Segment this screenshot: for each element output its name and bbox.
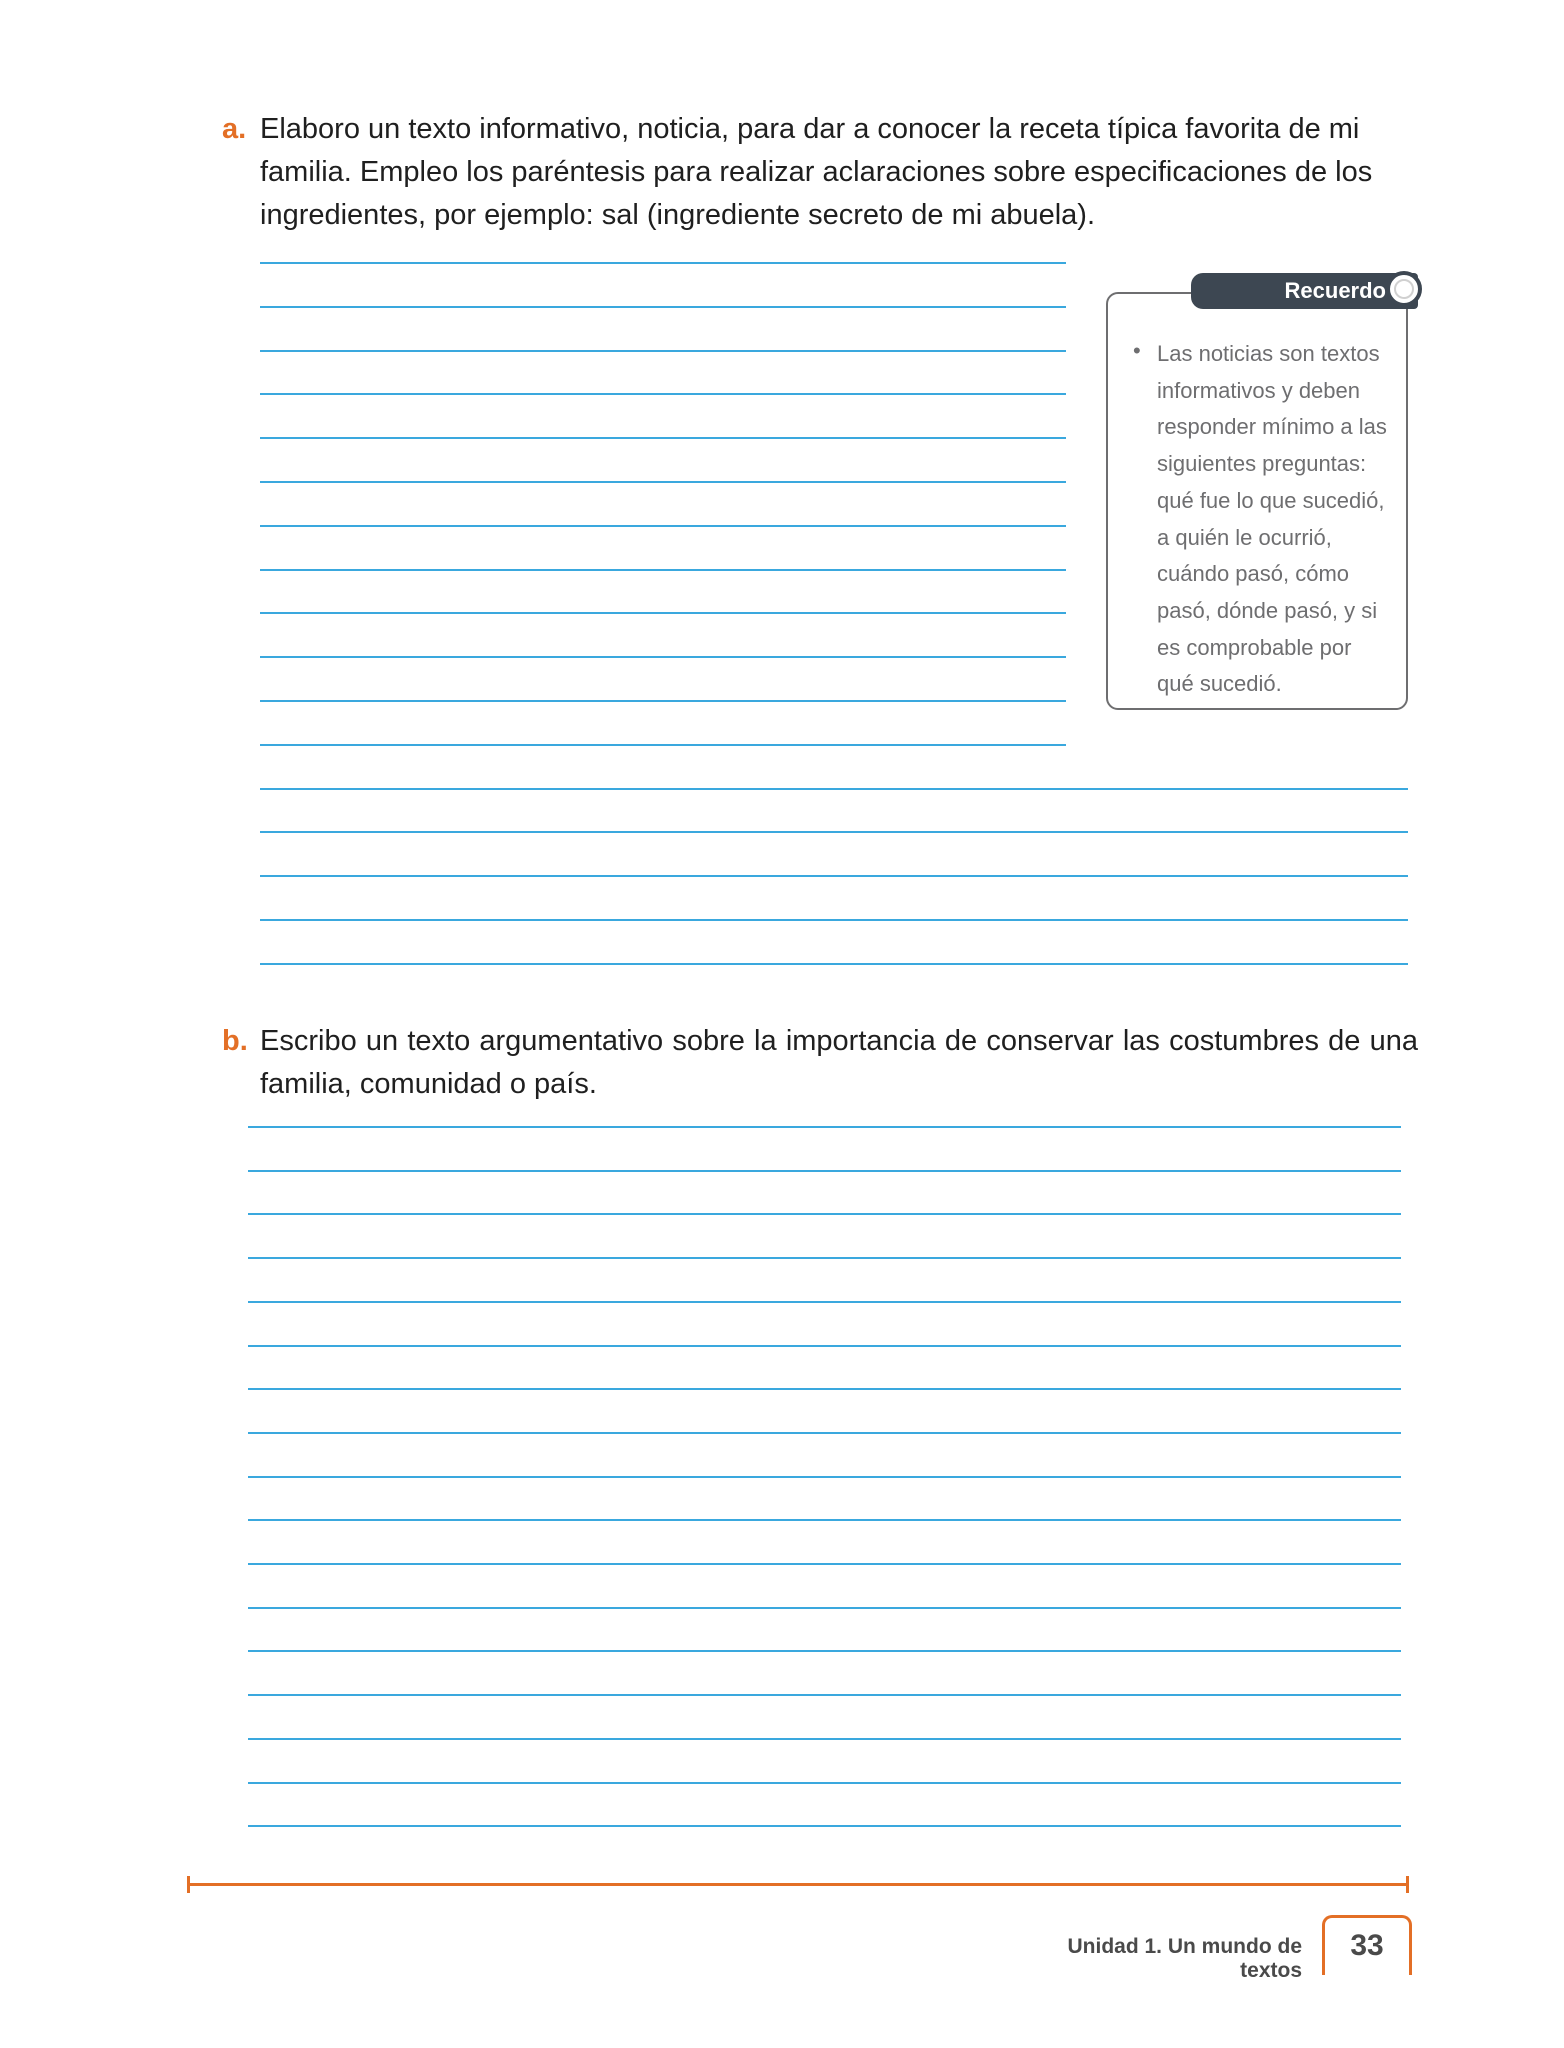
writing-line xyxy=(248,1650,1401,1652)
writing-line xyxy=(260,525,1066,527)
question-a-letter: a. xyxy=(222,113,247,145)
writing-line xyxy=(248,1563,1401,1565)
ring-icon xyxy=(1386,271,1422,307)
writing-line xyxy=(260,612,1066,614)
writing-line xyxy=(260,875,1408,877)
writing-line xyxy=(248,1432,1401,1434)
writing-line xyxy=(260,569,1066,571)
question-b-text: Escribo un texto argumentativo sobre la importancia de conservar las costumbres de una familia, comunidad o país. xyxy=(260,1025,1418,1100)
writing-line xyxy=(260,481,1066,483)
question-b-letter: b. xyxy=(222,1025,248,1057)
writing-line xyxy=(248,1257,1401,1259)
writing-line xyxy=(248,1694,1401,1696)
writing-line xyxy=(260,744,1066,746)
writing-line xyxy=(260,306,1066,308)
bullet-icon: • xyxy=(1133,338,1141,363)
writing-line xyxy=(260,788,1408,790)
writing-line xyxy=(260,656,1066,658)
footer-rule-right-tick xyxy=(1406,1876,1409,1893)
footer-rule-left-tick xyxy=(187,1876,190,1893)
question-a-text: Elaboro un texto informativo, noticia, para dar a conocer la receta típica favorita de mi familia. Empleo los paréntesis para realizar aclaraciones sobre especificaciones de los ingredientes, por ejemplo: sal (ingrediente secreto de mi abuela). xyxy=(260,113,1373,231)
writing-line xyxy=(260,700,1066,702)
question-b xyxy=(222,1020,1418,1106)
recuerdo-title: Recuerdo xyxy=(1191,273,1418,309)
unit-label: Unidad 1. Un mundo de textos xyxy=(1067,1935,1302,1982)
writing-line xyxy=(248,1388,1401,1390)
writing-line xyxy=(248,1476,1401,1478)
writing-line xyxy=(260,437,1066,439)
writing-line xyxy=(248,1782,1401,1784)
writing-line xyxy=(248,1738,1401,1740)
writing-line xyxy=(260,350,1066,352)
writing-line xyxy=(260,262,1066,264)
recuerdo-text: Las noticias son textos informativos y deben responder mínimo a las siguientes preguntas: qué fue lo que sucedió, a quién le ocurrió, cuándo pasó, cómo pasó, dónde pasó, y si es comprobable por qué sucedió. xyxy=(1157,341,1387,697)
writing-line xyxy=(248,1607,1401,1609)
writing-line xyxy=(248,1345,1401,1347)
footer-rule xyxy=(188,1883,1408,1886)
writing-line xyxy=(260,831,1408,833)
question-a xyxy=(222,108,1418,237)
writing-line xyxy=(248,1170,1401,1172)
writing-line xyxy=(248,1519,1401,1521)
writing-line xyxy=(260,963,1408,965)
writing-line xyxy=(260,393,1066,395)
writing-line xyxy=(248,1126,1401,1128)
writing-line xyxy=(248,1825,1401,1827)
page-number: 33 xyxy=(1322,1915,1412,1975)
writing-line xyxy=(260,919,1408,921)
writing-line xyxy=(248,1213,1401,1215)
writing-line xyxy=(248,1301,1401,1303)
